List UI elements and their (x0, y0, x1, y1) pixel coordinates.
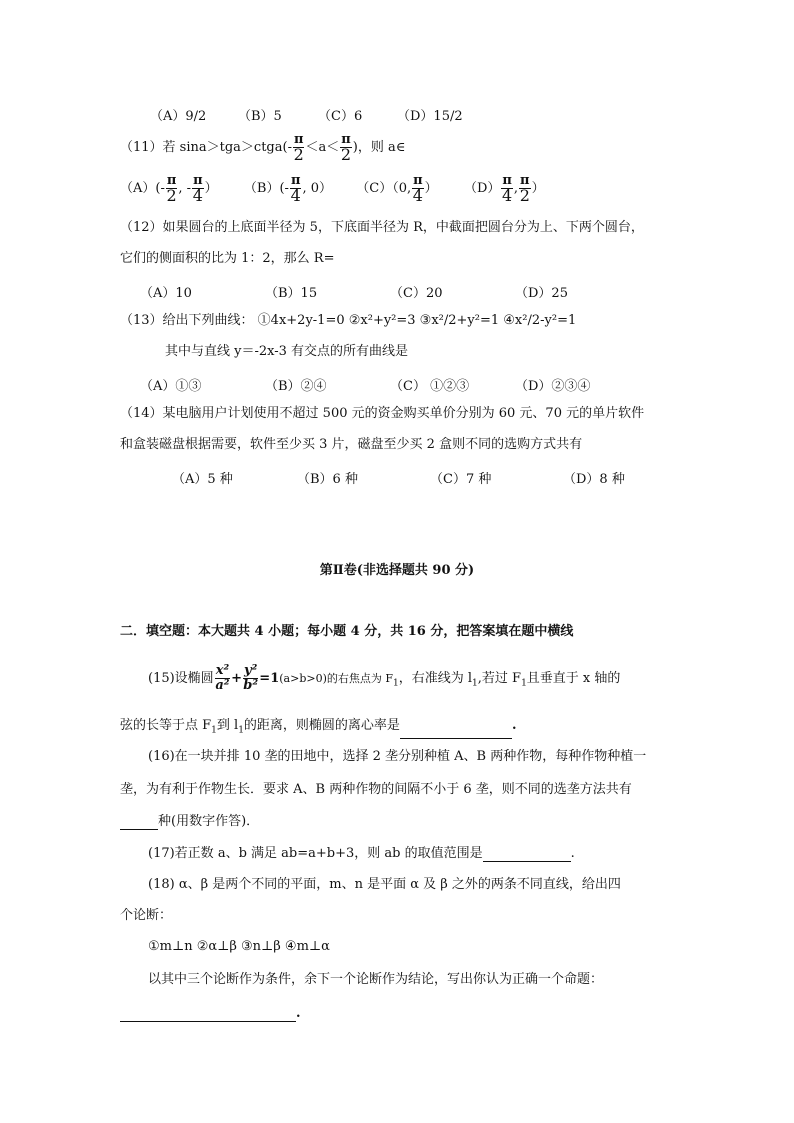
q15-through-focus: ,若过 F (477, 671, 522, 686)
q11-stem-tail: )，则 a∈ (352, 140, 406, 155)
q10-option-a: （A）9/2 (150, 109, 207, 124)
q11-option-c-label: （C）（0, (356, 181, 412, 196)
q16-answer-blank[interactable] (120, 817, 158, 830)
q11-inequality: ＜a＜ (305, 140, 340, 155)
q18-answer-line: . (120, 1006, 301, 1022)
q15-answer-blank[interactable] (400, 726, 512, 739)
fraction-x2-over-a2: $\frac{\text{x²}}{\text{a²}}$ (215, 663, 230, 693)
q11-stem (120, 132, 405, 164)
q10-option-b: （B）5 (238, 109, 282, 124)
q11-options: （A）(- $\frac{\pi}{2}$ , - $\frac{\pi}{4}$ ） （B）(- $\frac{\pi}{4}$ , 0） （C）（0, $\frac{\pi}{4}$ ） （D） $\frac{\pi}{4}$ , $\frac{\pi}{2}$ ） (120, 173, 545, 205)
q17-line: (17)若正数 a、b 满足 ab=a+b+3，则 ab 的取值范围是 . (148, 846, 575, 861)
fraction-pi-over-2: $\frac{\pi}{2}$ (293, 132, 304, 164)
q12-option-b: （B）15 (265, 286, 318, 301)
q18-answer-blank[interactable] (120, 1009, 296, 1022)
q15-equals-one: =1 (259, 671, 280, 686)
q15-prefix: (15)设椭圆 (148, 671, 214, 686)
q13-line1: （13）给出下列曲线： ①4x+2y-1=0 ②x²+y²=3 ③x²/2+y²=1 ④x²/2-y²=1 (120, 313, 577, 328)
q11-stem-text: （11）若 sina＞tga＞ctga(- (120, 140, 292, 155)
q13-option-c: （C） ①②③ (390, 379, 470, 394)
q15-line2: 弦的长等于点 $F_1$到 $l_1$的距离，则椭圆的离心率是 . (120, 718, 516, 739)
fraction-pi-over-4: $\frac{\pi}{4}$ (412, 173, 423, 205)
q11-option-d-label: （D） (463, 181, 501, 196)
q11-option-a-label: （A） (120, 181, 156, 196)
q14-option-a: （A）5 种 (172, 472, 233, 487)
q12-line1: （12）如果圆台的上底面半径为 5，下底面半径为 R，中截面把圆台分为上、下两个圆台， (120, 220, 644, 235)
q16-line1: (16)在一块并排 10 垄的田地中，选择 2 垄分别种植 A、B 两种作物，每种作物种植一 (148, 749, 647, 764)
q15-directrix: ，右准线为 l (398, 671, 473, 686)
q13-line2: 其中与直线 y＝-2x-3 有交点的所有曲线是 (165, 344, 409, 359)
fraction-pi-over-4: $\frac{\pi}{4}$ (192, 173, 203, 205)
q13-option-d: （D）②③④ (515, 379, 591, 394)
q16-line2: 垄，为有利于作物生长．要求 A、B 两种作物的间隔不小于 6 垄，则不同的选垄方法共有 (120, 782, 632, 797)
fraction-pi-over-4: $\frac{\pi}{4}$ (502, 173, 513, 205)
q10-option-d: （D）15/2 (397, 109, 463, 124)
q14-option-b: （B）6 种 (297, 472, 358, 487)
section-2-title: 第Ⅱ卷(非选择题共 90 分) (319, 563, 475, 578)
q18-statements: ①m⊥n ②α⊥β ③n⊥β ④m⊥α (148, 939, 330, 954)
q12-option-c: （C）20 (390, 286, 443, 301)
q10-option-c: （C）6 (318, 109, 363, 124)
q17-answer-blank[interactable] (483, 849, 571, 862)
q12-line2: 它们的侧面积的比为 1：2，那么 R= (120, 251, 335, 266)
q12-option-a: （A）10 (140, 286, 192, 301)
q18-line1: (18) α、β 是两个不同的平面，m、n 是平面 α 及 β 之外的两条不同直线，给出四 (148, 877, 621, 892)
fraction-pi-over-2: $\frac{\pi}{2}$ (166, 173, 177, 205)
fraction-pi-over-4: $\frac{\pi}{4}$ (290, 173, 301, 205)
q13-option-b: （B）②④ (265, 379, 327, 394)
q12-option-d: （D）25 (515, 286, 568, 301)
q15-condition: (a>b>0)的右焦点为 F (279, 672, 393, 685)
fraction-pi-over-2: $\frac{\pi}{2}$ (340, 132, 352, 164)
fraction-y2-over-b2: $\frac{\text{y²}}{\text{b²}}$ (243, 663, 259, 693)
q15-tail: 且垂直于 x 轴的 (526, 671, 621, 686)
q18-line2: 个论断： (120, 908, 173, 923)
q11-option-b-label: （B） (243, 181, 280, 196)
q14-option-c: （C）7 种 (430, 472, 492, 487)
q14-line2: 和盒装磁盘根据需要，软件至少买 3 片，磁盘至少买 2 盒则不同的选购方式共有 (120, 437, 583, 452)
fill-in-section-heading: 二．填空题：本大题共 4 小题；每小题 4 分，共 16 分，把答案填在题中横线 (120, 624, 574, 639)
q14-option-d: （D）8 种 (563, 472, 625, 487)
q18-line4: 以其中三个论断作为条件，余下一个论断作为结论，写出你认为正确一个命题： (148, 972, 604, 987)
q14-line1: （14）某电脑用户计划使用不超过 500 元的资金购买单价分别为 60 元、70 元的单片软件 (120, 406, 645, 421)
fraction-pi-over-2: $\frac{\pi}{2}$ (519, 173, 530, 205)
q13-option-a: （A）①③ (140, 379, 202, 394)
q15-line1: (15)设椭圆 $\frac{\text{x²}}{\text{a²}}$ + $\frac{\text{y²}}{\text{b²}}$ =1(a>b>0)的右焦点为 $F_1$，右准线为 $l_1$,若过 $F_1$且垂直于 x 轴的 (148, 663, 621, 693)
q16-line3: 种(用数字作答)． (120, 814, 259, 830)
